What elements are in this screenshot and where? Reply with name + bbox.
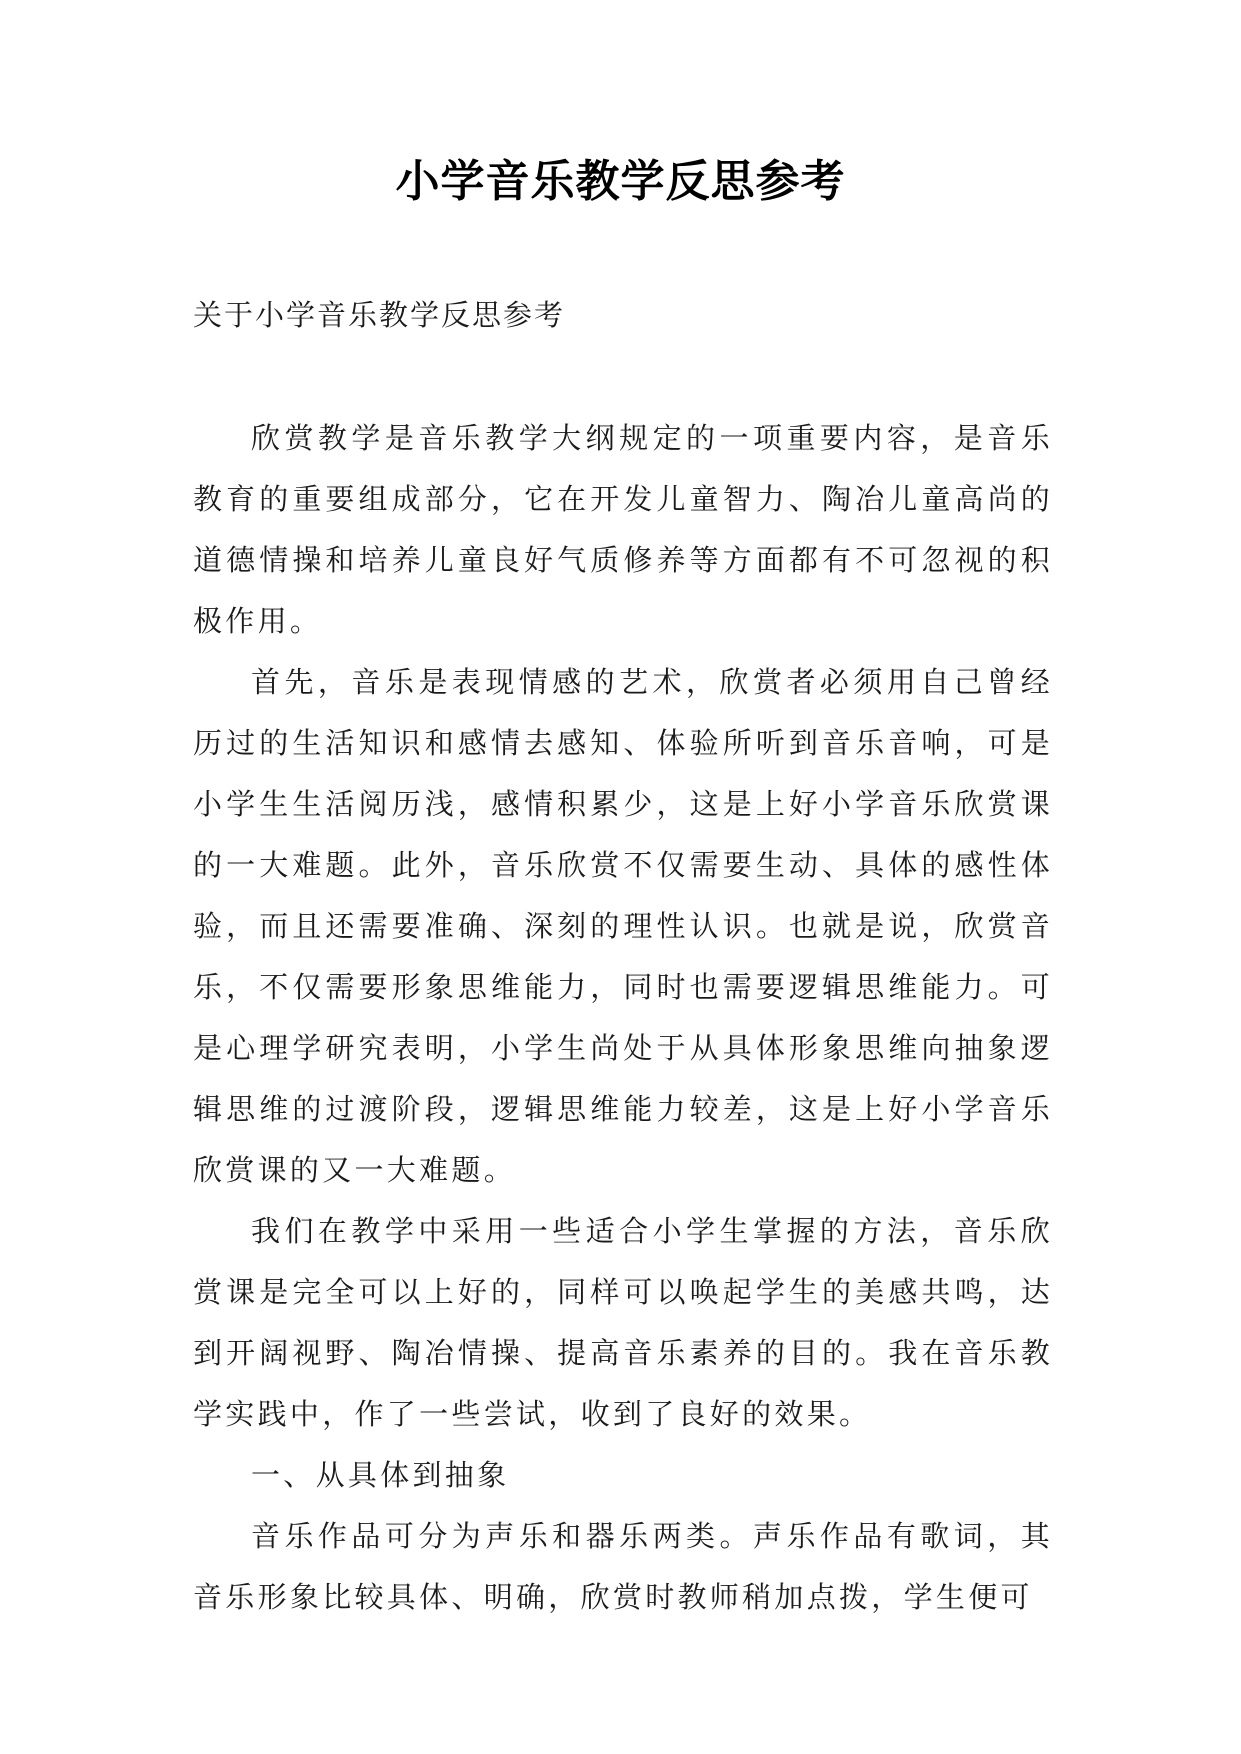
paragraph-intro: 欣赏教学是音乐教学大纲规定的一项重要内容，是音乐教育的重要组成部分，它在开发儿童智力、陶冶儿童高尚的道德情操和培养儿童良好气质修养等方面都有不可忽视的积极作用。 <box>193 421 1053 638</box>
paragraph-first-point: 首先，音乐是表现情感的艺术，欣赏者必须用自己曾经历过的生活知识和感情去感知、体验所听到音乐音响，可是小学生生活阅历浅，感情积累少，这是上好小学音乐欣赏课的一大难题。此外，音乐欣赏不仅需要生动、具体的感性体验，而且还需要准确、深刻的理性认识。也就是说，欣赏音乐，不仅需要形象思维能力，同时也需要逻辑思维能力。可是心理学研究表明，小学生尚处于从具体形象思维向抽象逻辑思维的过渡阶段，逻辑思维能力较差，这是上好小学音乐欣赏课的又一大难题。 <box>193 665 1053 1187</box>
paragraph-method: 我们在教学中采用一些适合小学生掌握的方法，音乐欣赏课是完全可以上好的，同样可以唤起学生的美感共鸣，达到开阔视野、陶冶情操、提高音乐素养的目的。我在音乐教学实践中，作了一些尝试，收到了良好的效果。 <box>193 1214 1053 1431</box>
document-body <box>193 408 1053 1628</box>
document-subtitle: 关于小学音乐教学反思参考 <box>193 298 566 332</box>
document-title: 小学音乐教学反思参考 <box>395 156 846 207</box>
paragraph-works: 音乐作品可分为声乐和器乐两类。声乐作品有歌词，其音乐形象比较具体、明确，欣赏时教师稍加点拨，学生便可 <box>193 1519 1053 1614</box>
section-heading: 一、从具体到抽象 <box>251 1458 510 1492</box>
